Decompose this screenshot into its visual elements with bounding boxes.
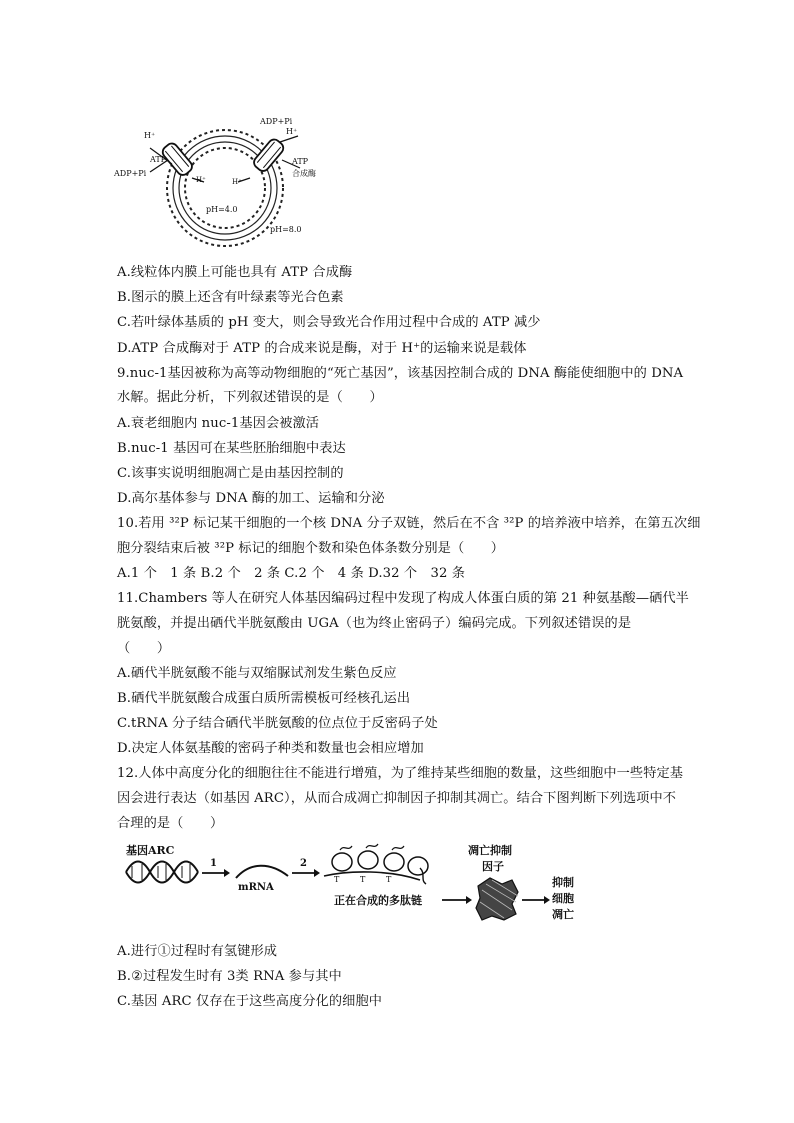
result-line2: 细胞 <box>552 892 574 905</box>
arc-expression-figure <box>120 840 590 934</box>
q9-stem-line1: 9.nuc-1基因被称为高等动物细胞的“死亡基因”，该基因控制合成的 DNA 酶能使细胞中的 DNA <box>117 366 684 381</box>
q11-stem-line2: 胱氨酸，并提出硒代半胱氨酸由 UGA（也为终止密码子）编码完成。下列叙述错误的是 <box>117 616 632 631</box>
h-plus-left-label: H⁺ <box>144 131 156 140</box>
q11-option-d: D.决定人体氨基酸的密码子种类和数量也会相应增加 <box>117 741 424 756</box>
ribosomes-icon <box>324 844 428 884</box>
q8-option-c: C.若叶绿体基质的 pH 变大，则会导致光合作用过程中合成的 ATP 减少 <box>117 315 541 330</box>
q12-stem-line2: 因会进行表达（如基因 ARC），从而合成凋亡抑制因子抑制其凋亡。结合下图判断下列选项中不 <box>117 791 677 806</box>
step-1-label: 1 <box>210 858 217 869</box>
q12-stem-line1: 12.人体中高度分化的细胞往往不能进行增殖，为了维持某些细胞的数量，这些细胞中一些特定基 <box>117 766 684 781</box>
mrna-strand-icon <box>236 866 288 878</box>
polypeptide-label: 正在合成的多肽链 <box>334 894 422 907</box>
adp-pi-right-label: ADP+Pi <box>260 117 293 126</box>
q11-stem-line1: 11.Chambers 等人在研究人体基因编码过程中发现了构成人体蛋白质的第 21 种氨基酸—硒代半 <box>117 591 689 606</box>
step-2-label: 2 <box>300 858 307 869</box>
q9-option-c: C.该事实说明细胞凋亡是由基因控制的 <box>117 466 344 481</box>
h-plus-inner-left-label: H⁺ <box>196 176 206 184</box>
q9-option-b: B.nuc-1 基因可在某些胚胎细胞中表达 <box>117 441 346 456</box>
arc-flow-diagram <box>120 840 590 934</box>
atp-left-label: ATP <box>150 155 167 164</box>
q9-option-a: A.衰老细胞内 nuc-1基因会被激活 <box>117 416 320 431</box>
factor-label-line1: 凋亡抑制 <box>468 844 512 857</box>
q8-option-b: B.图示的膜上还含有叶绿素等光合色素 <box>117 290 344 305</box>
inhibitor-protein-icon <box>476 878 518 920</box>
atp-synthase-vesicle-figure <box>110 112 340 262</box>
q8-option-d: D.ATP 合成酶对于 ATP 的合成来说是酶，对于 H⁺的运输来说是载体 <box>117 341 527 356</box>
atp-right-label: ATP <box>292 157 309 166</box>
trna-mark-2: T <box>360 875 366 884</box>
q10-stem-line2: 胞分裂结束后被 ³²P 标记的细胞个数和染色体条数分别是（ ） <box>117 541 505 556</box>
q12-option-c: C.基因 ARC 仅存在于这些高度分化的细胞中 <box>117 994 383 1009</box>
q11-stem-line3: （ ） <box>117 641 171 656</box>
q10-options: A.1 个 1 条 B.2 个 2 条 C.2 个 4 条 D.32 个 32 条 <box>117 566 466 581</box>
q9-option-d: D.高尔基体参与 DNA 酶的加工、运输和分泌 <box>117 491 385 506</box>
vesicle-diagram <box>110 112 340 262</box>
factor-label-line2: 因子 <box>482 860 504 873</box>
q9-stem-line2: 水解。据此分析，下列叙述错误的是（ ） <box>117 390 383 405</box>
q10-stem-line1: 10.若用 ³²P 标记某干细胞的一个核 DNA 分子双链，然后在不含 ³²P 的培养液中培养，在第五次细 <box>117 516 701 531</box>
trna-mark-3: T <box>386 875 392 884</box>
trna-mark-1: T <box>334 875 340 884</box>
ph-inner-label: pH=4.0 <box>206 205 238 214</box>
h-plus-right-label: H⁺ <box>286 127 298 136</box>
synthase-label: 合成酶 <box>292 169 316 178</box>
h-plus-inner-right-label: H⁺ <box>232 178 242 186</box>
q12-stem-line3: 合理的是（ ） <box>117 816 224 831</box>
q12-option-a: A.进行①过程时有氢键形成 <box>117 944 278 959</box>
result-line3: 凋亡 <box>552 908 574 921</box>
q11-option-c: C.tRNA 分子结合硒代半胱氨酸的位点位于反密码子处 <box>117 716 438 731</box>
q11-option-b: B.硒代半胱氨酸合成蛋白质所需模板可经核孔运出 <box>117 691 411 706</box>
mrna-label: mRNA <box>238 882 274 893</box>
q8-option-a: A.线粒体内膜上可能也具有 ATP 合成酶 <box>117 265 353 280</box>
adp-pi-left-label: ADP+Pi <box>114 169 147 178</box>
q12-option-b: B.②过程发生时有 3类 RNA 参与其中 <box>117 969 342 984</box>
gene-arc-label: 基因ARC <box>126 844 175 857</box>
q11-option-a: A.硒代半胱氨酸不能与双缩脲试剂发生紫色反应 <box>117 666 397 681</box>
ph-outer-label: pH=8.0 <box>270 225 302 234</box>
result-line1: 抑制 <box>552 876 574 889</box>
dna-helix-icon <box>126 862 198 883</box>
